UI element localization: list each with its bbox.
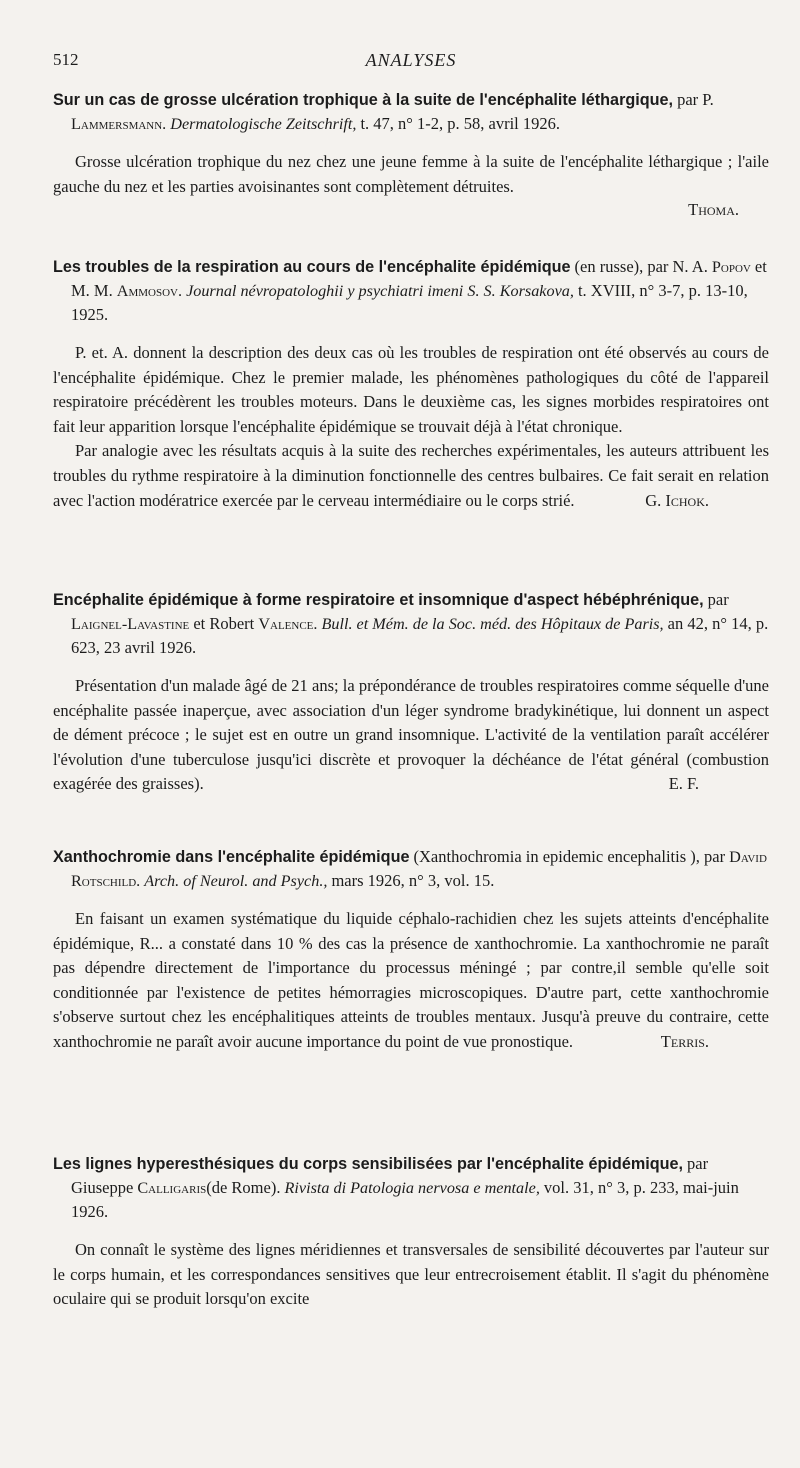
article-4-title: Xanthochromie dans l'encéphalite épidémique	[53, 848, 410, 866]
article-5-heading: Les lignes hyperesthésiques du corps sensibilisées par l'encéphalite épidémique, par Giuseppe Calligaris(de Rome). Rivista di Patologia nervosa e mentale, vol. 31, n° 3, p. 233, mai-juin 1926.	[53, 1154, 739, 1221]
article-4	[53, 845, 769, 1055]
article-2-author-2: Ammosov.	[116, 282, 183, 300]
article-3	[53, 588, 769, 797]
article-3-journal: Bull. et Mém. de la Soc. méd. des Hôpitaux de Paris,	[321, 615, 664, 633]
article-2-reference: t. XVIII, n° 3-7, p. 13-10, 1925.	[71, 281, 748, 324]
article-2-heading: Les troubles de la respiration au cours de l'encéphalite épidémique (en russe), par N. A. Popov et M. M. Ammosov. Journal névropatologhii y psychiatri imeni S. S. Korsakova, t. XVIII, n° 3-7, p. 13-10, 1925.	[53, 257, 767, 324]
article-5-reference: vol. 31, n° 3, p. 233, mai-juin 1926.	[71, 1178, 739, 1221]
article-1-journal: Dermatologische Zeitschrift,	[170, 115, 357, 133]
article-5-author: Calligaris	[137, 1179, 207, 1197]
article-1-heading: Sur un cas de grosse ulcération trophique à la suite de l'encéphalite léthargique, par P. Lammersmann. Dermatologische Zeitschrift, t. 47, n° 1-2, p. 58, avril 1926.	[53, 90, 714, 133]
article-3-heading: Encéphalite épidémique à forme respiratoire et insomnique d'aspect hébéphrénique, par Laignel-Lavastine et Robert Valence. Bull. et Mém. de la Soc. méd. des Hôpitaux de Paris, an 42, n° 14, p. 623, 23 avril 1926.	[53, 590, 769, 657]
article-5-journal: Rivista di Patologia nervosa e mentale,	[284, 1179, 540, 1197]
article-4-heading: Xanthochromie dans l'encéphalite épidémique (Xanthochromia in epidemic encephalitis ), par David Rotschild. Arch. of Neurol. and Psych., mars 1926, n° 3, vol. 15.	[53, 847, 767, 890]
article-2-title: Les troubles de la respiration au cours de l'encéphalite épidémique	[53, 258, 571, 276]
article-4-journal: Arch. of Neurol. and Psych.,	[144, 872, 328, 890]
article-5-title: Les lignes hyperesthésiques du corps sensibilisées par l'encéphalite épidémique,	[53, 1155, 683, 1173]
article-1-body: Grosse ulcération trophique du nez chez une jeune femme à la suite de l'encéphalite léthargique ; l'aile gauche du nez et les parties avoisinantes sont complètement détruites.	[53, 152, 769, 196]
article-2-body-2: Par analogie avec les résultats acquis à la suite des recherches expérimentales, les auteurs attribuent les troubles du rythme respiratoire à la diminution fonctionnelle des centres bulbaires. Ce fait serait en relation avec l'action modératrice exercée par le cerveau intermédiaire ou le corps strié. G. Ichok.	[53, 439, 769, 513]
article-2-signature: G. Ichok.	[645, 490, 709, 510]
article-5	[53, 1152, 769, 1312]
article-3-reference: an 42, n° 14, p. 623, 23 avril 1926.	[71, 614, 769, 657]
article-3-author-1: Laignel-Lavastine	[71, 615, 190, 633]
article-4-body: En faisant un examen systématique du liquide céphalo-rachidien chez les sujets atteints d'encéphalite épidémique, R... a constaté dans 10 % des cas la présence de xanthochromie. La xanthochromie ne paraît pas dépendre directement de l'importance du processus méningé ; par contre,il semble qu'elle soit conditionnée par l'existence de petites hémorragies microscopiques. D'autre part, cette xanthochromie s'observe surtout chez les encéphalitiques atteints de troubles mentaux. Jusqu'à preuve du contraire, cette xanthochromie ne paraît avoir aucune importance du point de vue pronostique. Terris.	[53, 907, 769, 1055]
article-2-journal: Journal névropatologhii y psychiatri imeni S. S. Korsakova,	[186, 282, 574, 300]
article-4-signature: Terris.	[660, 1031, 709, 1051]
article-4-reference: mars 1926, n° 3, vol. 15.	[331, 871, 495, 890]
article-3-title: Encéphalite épidémique à forme respiratoire et insomnique d'aspect hébéphrénique,	[53, 591, 704, 609]
article-3-body: Présentation d'un malade âgé de 21 ans; la prépondérance de troubles respiratoires comme séquelle d'une encéphalite passée inaperçue, avec association d'un léger syndrome bradykinétique, lui donnent un aspect de dément précoce ; le sujet est en outre un grand insomnique. L'activité de la ventilation paraît accélérer l'évolution d'une tuberculose jusqu'ici discrète et provoquer la déchéance de l'état général (combustion exagérée des graisses). E. F.	[53, 674, 769, 797]
article-2-body-1: P. et. A. donnent la description des deux cas où les troubles de respiration ont été observés au cours de l'encéphalite épidémique. Chez le premier malade, les phénomènes pathologiques du côté de l'appareil respiratoire précédèrent les troubles moteurs. Dans le deuxième cas, les signes morbides respiratoires ont fait leur apparition lorsque l'encéphalite épidémique se trouvait déjà à l'état chronique.	[53, 343, 769, 436]
page-number: 512	[53, 50, 79, 69]
article-2-author-1: Popov	[711, 258, 751, 276]
article-5-body: On connaît le système des lignes méridiennes et transversales de sensibilité découvertes par l'auteur sur le corps humain, et les correspondances sensitives que leur entrecroisement établit. Il s'agit du phénomène oculaire qui se produit lorsqu'on excite	[53, 1240, 769, 1309]
article-1-title: Sur un cas de grosse ulcération trophique à la suite de l'encéphalite léthargique,	[53, 91, 674, 109]
article-3-author-2: Valence.	[258, 615, 318, 633]
article-3-signature: E. F.	[668, 774, 699, 794]
article-1	[53, 88, 769, 221]
article-4-author: David Rotschild.	[71, 848, 767, 890]
article-1-signature: Thoma.	[688, 200, 739, 220]
article-1-author: Lammersmann.	[71, 115, 167, 133]
article-1-reference: t. 47, n° 1-2, p. 58, avril 1926.	[360, 114, 561, 133]
running-header	[53, 50, 769, 72]
article-2	[53, 255, 769, 513]
running-title: ANALYSES	[365, 50, 457, 70]
